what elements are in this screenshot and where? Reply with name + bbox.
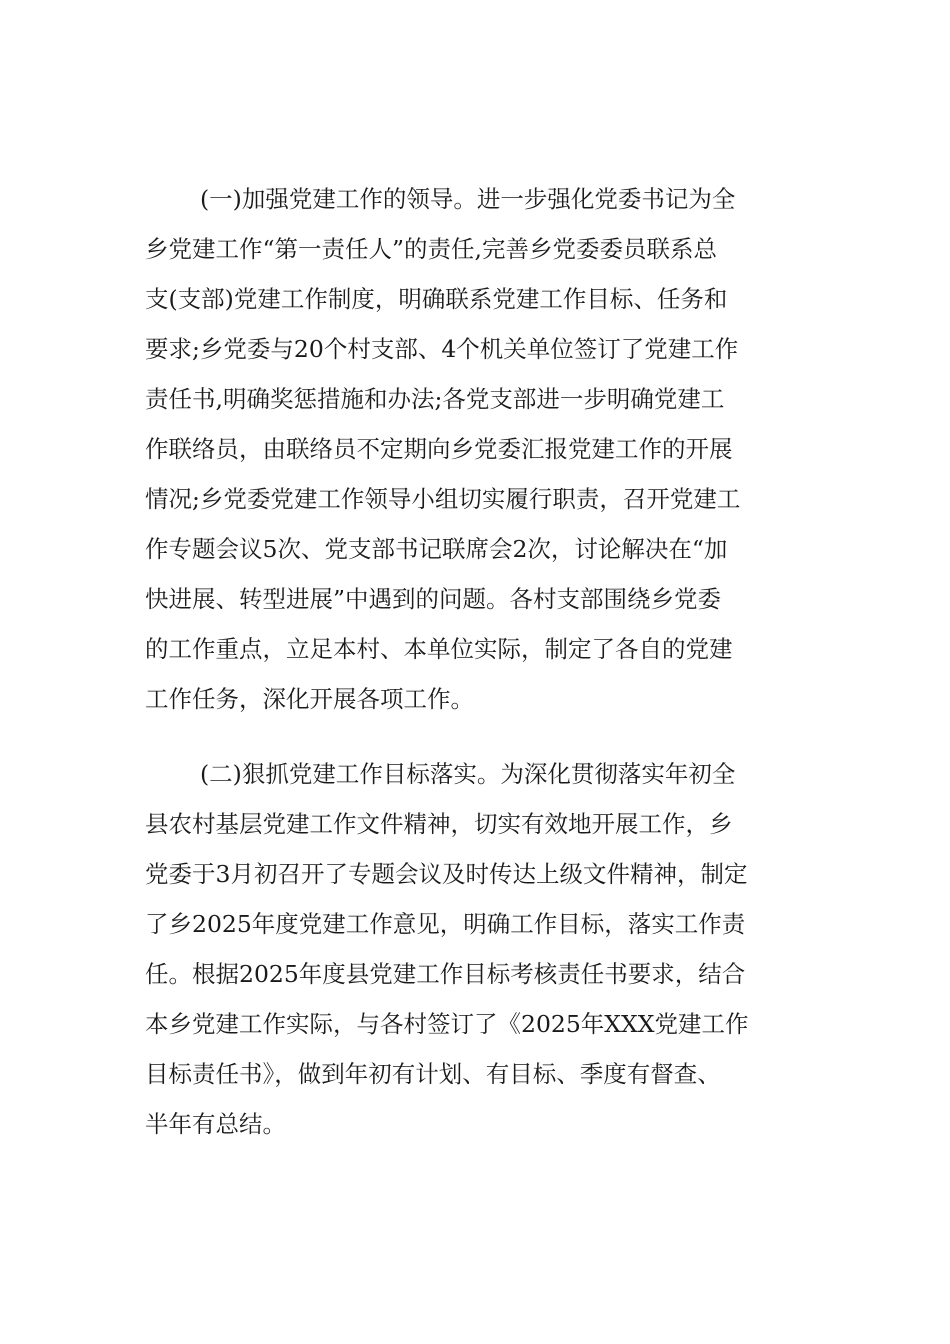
- text-line: (一)加强党建工作的领导。进一步强化党委书记为全: [200, 185, 736, 213]
- paragraph-party-leadership: [145, 174, 810, 724]
- text-line: 乡党建工作“第一责任人”的责任,完善乡党委委员联系总: [145, 235, 717, 263]
- text-line: 作专题会议5次、党支部书记联席会2次，讨论解决在“加: [145, 535, 728, 563]
- text-line: 半年有总结。: [145, 1110, 286, 1138]
- text-line: 任。根据2025年度县党建工作目标考核责任书要求，结合: [145, 960, 746, 988]
- text-line: 要求;乡党委与20个村支部、4个机关单位签订了党建工作: [145, 335, 739, 363]
- text-line: (二)狠抓党建工作目标落实。为深化贯彻落实年初全: [200, 760, 736, 788]
- text-line: 快进展、转型进展”中遇到的问题。各村支部围绕乡党委: [145, 585, 722, 613]
- text-line: 责任书,明确奖惩措施和办法;各党支部进一步明确党建工: [145, 385, 725, 413]
- text-line: 支(支部)党建工作制度，明确联系党建工作目标、任务和: [145, 285, 728, 313]
- text-line: 工作任务，深化开展各项工作。: [145, 685, 474, 713]
- text-line: 情况;乡党委党建工作领导小组切实履行职责，召开党建工: [145, 485, 741, 513]
- text-line: 本乡党建工作实际，与各村签订了《2025年XXX党建工作: [145, 1010, 749, 1038]
- text-line: 党委于3月初召开了专题会议及时传达上级文件精神，制定: [145, 860, 748, 888]
- text-line: 的工作重点，立足本村、本单位实际，制定了各自的党建: [145, 635, 733, 663]
- text-line: 目标责任书》，做到年初有计划、有目标、季度有督查、: [145, 1060, 721, 1088]
- text-line: 县农村基层党建工作文件精神，切实有效地开展工作，乡: [145, 810, 733, 838]
- text-line: 了乡2025年度党建工作意见，明确工作目标，落实工作责: [145, 910, 746, 938]
- paragraph-goal-implementation: [145, 749, 810, 1149]
- text-line: 作联络员，由联络员不定期向乡党委汇报党建工作的开展: [145, 435, 733, 463]
